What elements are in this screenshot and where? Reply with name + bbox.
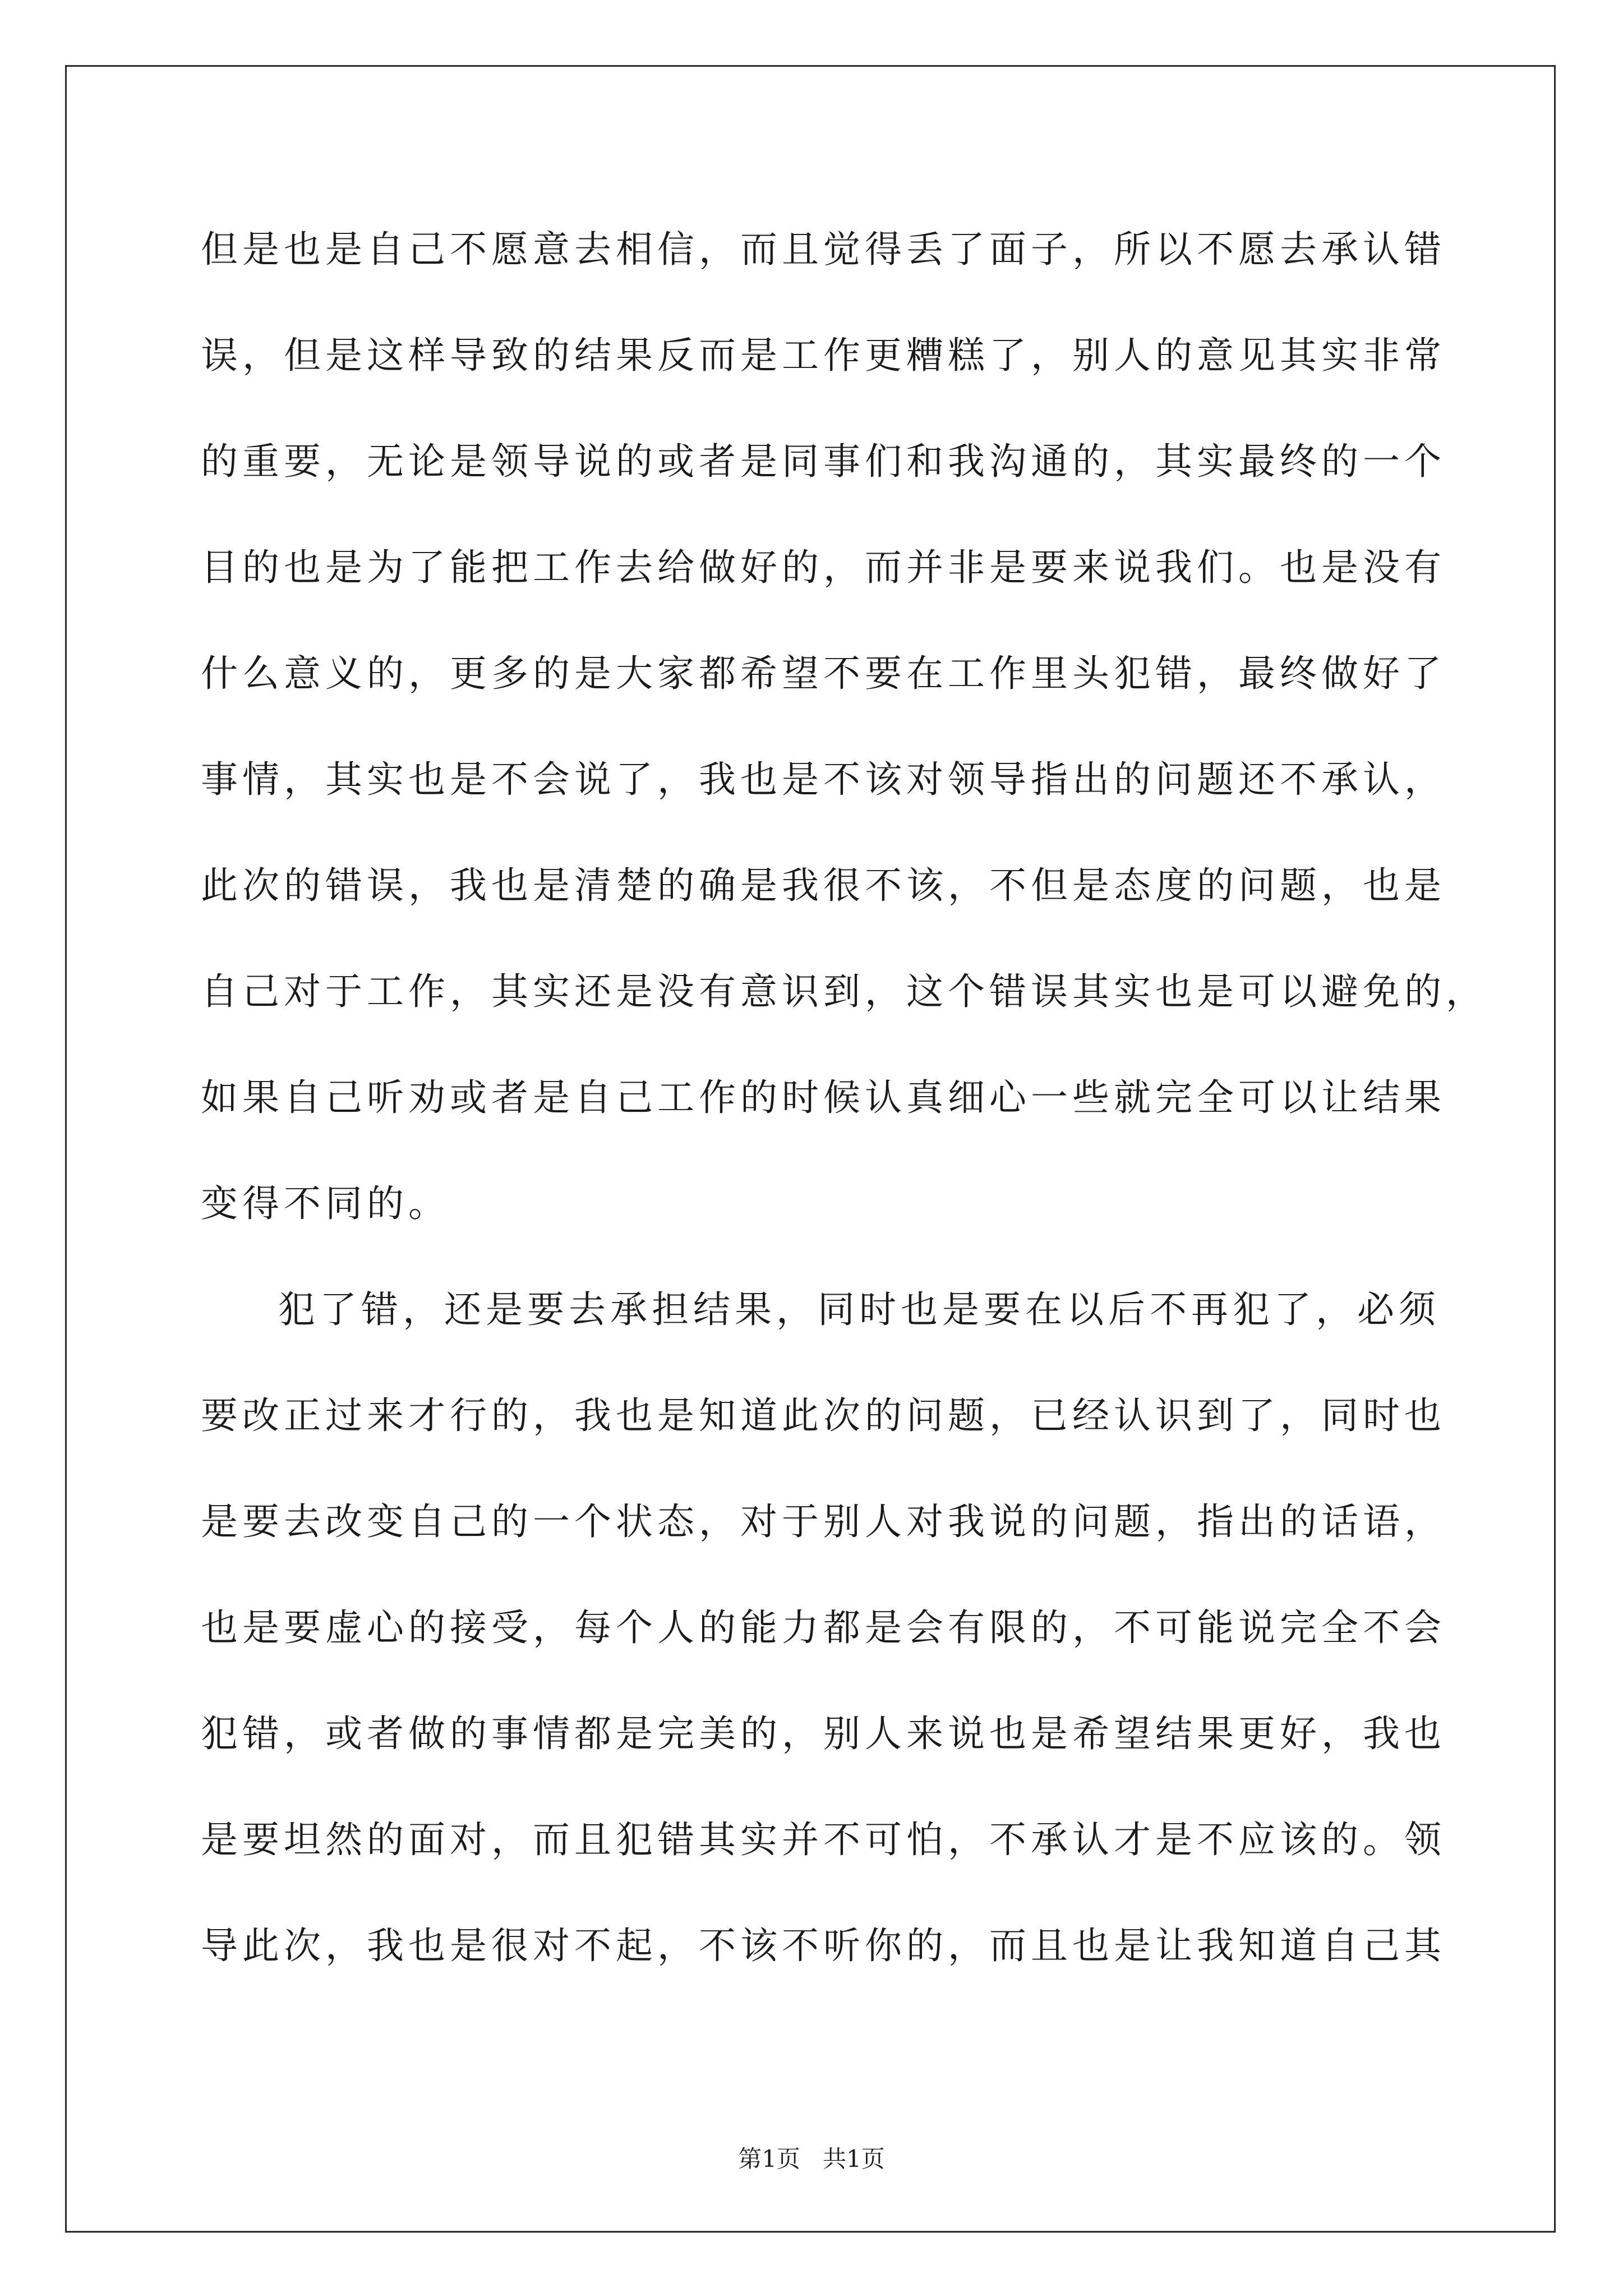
paragraph-line: 但是也是自己不愿意去相信，而且觉得丢了面子，所以不愿去承认错: [201, 228, 1446, 271]
paragraph-line: 如果自己听劝或者是自己工作的时候认真细心一些就完全可以让结果: [201, 1076, 1446, 1119]
paragraph-line: 是要坦然的面对，而且犯错其实并不可怕，不承认才是不应该的。领: [201, 1818, 1446, 1861]
page-total: 共1页: [823, 2145, 885, 2173]
paragraph-line: 目的也是为了能把工作去给做好的，而并非是要来说我们。也是没有: [201, 546, 1446, 589]
paragraph-line: 自己对于工作，其实还是没有意识到，这个错误其实也是可以避免的，: [201, 970, 1487, 1013]
paragraph-line: 也是要虚心的接受，每个人的能力都是会有限的，不可能说完全不会: [201, 1606, 1446, 1649]
paragraph-line: 是要去改变自己的一个状态，对于别人对我说的问题，指出的话语，: [201, 1500, 1446, 1543]
paragraph-line: 此次的错误，我也是清楚的确是我很不该，不但是态度的问题，也是: [201, 864, 1446, 907]
paragraph-first-line: 犯了错，还是要去承担结果，同时也是要在以后不再犯了，必须: [278, 1288, 1440, 1331]
paragraph-line: 变得不同的。: [201, 1182, 450, 1225]
paragraph-line: 什么意义的，更多的是大家都希望不要在工作里头犯错，最终做好了: [201, 652, 1446, 695]
paragraph-line: 的重要，无论是领导说的或者是同事们和我沟通的，其实最终的一个: [201, 440, 1446, 483]
page-border: [65, 65, 1556, 2233]
paragraph-line: 事情，其实也是不会说了，我也是不该对领导指出的问题还不承认，: [201, 758, 1446, 801]
paragraph-line: 要改正过来才行的，我也是知道此次的问题，已经认识到了，同时也: [201, 1394, 1446, 1437]
paragraph-line: 误，但是这样导致的结果反而是工作更糟糕了，别人的意见其实非常: [201, 334, 1446, 377]
page-number: 第1页: [738, 2145, 800, 2173]
paragraph-line: 犯错，或者做的事情都是完美的，别人来说也是希望结果更好，我也: [201, 1712, 1446, 1755]
paragraph-line: 导此次，我也是很对不起，不该不听你的，而且也是让我知道自己其: [201, 1924, 1446, 1967]
page-footer: [0, 2147, 1623, 2171]
